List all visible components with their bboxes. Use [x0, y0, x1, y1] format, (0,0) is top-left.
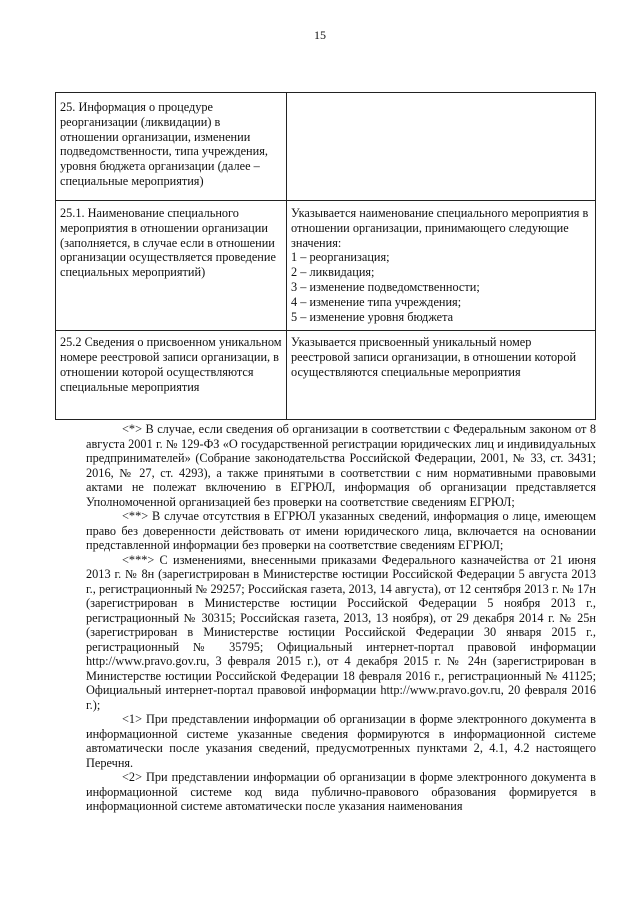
- row-description-cell: [287, 93, 596, 201]
- row-label-cell: 25.1. Наименование специального мероприятия в отношении организации (заполняется, в случае если в отношении организации осуществляется проведение специальных мероприятий): [56, 201, 287, 331]
- footnote-1: <*> В случае, если сведения об организации в соответствии с Федеральным законом от 8 августа 2001 г. № 129-ФЗ «О государственной регистрации юридических лиц и индивидуальных предпринимателей» (Собрание законодательства Российской Федерации, 2001, № 33, ст. 3431; 2016, № 27, ст. 4293), а также принятыми в соответствии с ним нормативными правовыми актами не полежат включению в ЕГРЮЛ, информация об организации представляется Уполномоченной организацией без проверки на соответствие сведениям ЕГРЮЛ;: [86, 422, 596, 509]
- information-table: [55, 92, 596, 420]
- footnotes-section: [86, 422, 596, 814]
- value-option: 1 – реорганизация;: [291, 250, 390, 265]
- row-label-cell: 25. Информация о процедуре реорганизации (ликвидации) в отношении организации, изменении подведомственности, типа учреждения, уровня бюджета организации (далее – специальные мероприятия): [56, 93, 287, 201]
- footnote-3: <***> С изменениями, внесенными приказами Федерального казначейства от 21 июня 2013 г. № 8н (зарегистрирован в Министерстве юстиции Российской Федерации 5 августа 2013 г., регистрационный № 29257; Российская газета, 2013, 14 августа), от 12 сентября 2013 г. № 17н (зарегистрирован в Министерстве юстиции Российской Федерации 5 ноября 2013 г., регистрационный № 30315; Российская газета, 2013, 13 ноября), от 29 декабря 2014 г. № 25н (зарегистрирован в Министерстве юстиции Российской Федерации 30 января 2015 г., регистрационный № 35795; Официальный интернет-портал правовой информации http://www.pravo.gov.ru, 3 февраля 2015 г.), от 4 декабря 2015 г. № 24н (зарегистрирован в Министерстве юстиции Российской Федерации 18 февраля 2016 г., регистрационный № 41125; Официальный интернет-портал правовой информации http://www.pravo.gov.ru, 20 февраля 2016 г.);: [86, 552, 596, 712]
- footnote-2: <**> В случае отсутствия в ЕГРЮЛ указанных сведений, информация о лице, имеющем право без доверенности действовать от имени юридического лица, включается на основании представленной информации без проверки на соответствие сведениям ЕГРЮЛ;: [86, 509, 596, 552]
- row-description-cell: Указывается присвоенный уникальный номер реестровой записи организации, в отношении которой осуществляются специальные мероприятия: [287, 331, 596, 420]
- value-option: 4 – изменение типа учреждения;: [291, 294, 462, 309]
- table-row: [56, 331, 596, 420]
- footnote-5: <2> При представлении информации об организации в форме электронного документа в информационной системе код вида публично-правового образования формируется в информационной системе автоматически после указания наименования: [86, 770, 596, 813]
- footnote-4: <1> При представлении информации об организации в форме электронного документа в информационной системе указанные сведения формируются в информационной системе автоматически после указания сведений, предусмотренных пунктами 2, 4.1, 4.2 настоящего Перечня.: [86, 712, 596, 770]
- row-label-cell: 25.2 Сведения о присвоенном уникальном номере реестровой записи организации, в отношении которой осуществляются специальные мероприятия: [56, 331, 287, 420]
- row-description-text: Указывается наименование специального мероприятия в отношении организации, принимающего следующие значения:: [291, 206, 589, 250]
- value-option: 5 – изменение уровня бюджета: [291, 309, 454, 324]
- value-option: 3 – изменение подведомственности;: [291, 279, 480, 294]
- value-option: 2 – ликвидация;: [291, 265, 375, 280]
- table-row: [56, 93, 596, 201]
- table-row: [56, 201, 596, 331]
- row-description-cell: [287, 201, 596, 331]
- page-number: 15: [314, 28, 326, 42]
